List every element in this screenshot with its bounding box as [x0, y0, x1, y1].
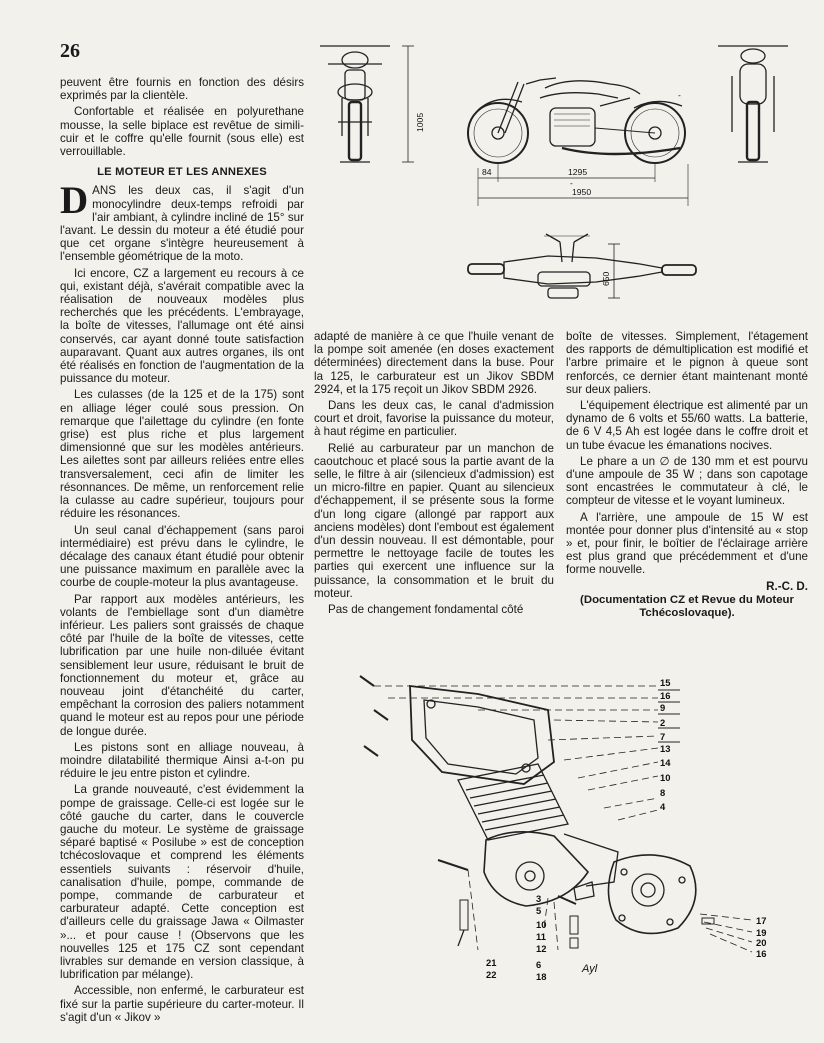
section-heading: LE MOTEUR ET LES ANNEXES [97, 166, 267, 179]
part-callout: 20 [756, 937, 767, 948]
drop-cap: D [60, 179, 89, 223]
drawing-mark: - [570, 178, 573, 188]
paragraph: Confortable et réalisée en polyurethane mousse, la selle biplace est revêtue de simili-cuir et le coffre qu'elle fournit (sous elle) est verrouillable. [60, 105, 304, 159]
paragraph: peuvent être fournis en fonction des désirs exprimés par la clientèle. [60, 76, 304, 103]
paragraph: Un seul canal d'échappement (sans paroi intermédiaire) est prévu dans le cylindre, le décalage des canaux étant étudié pour obtenir une puissance maximum en parallèle avec la courbe de couple-moteur la plus avantageuse. [60, 523, 304, 590]
part-callout: 16 [756, 948, 767, 959]
part-callout: 5 [536, 905, 542, 916]
part-callout: 9 [660, 702, 666, 713]
top-view [468, 234, 696, 298]
author-signature: R.-C. D. [766, 579, 808, 593]
dimension-width: 650 [601, 271, 611, 286]
part-callout: 2 [660, 717, 666, 728]
illustrator-signature: Ayl [582, 963, 598, 975]
part-callout: 19 [756, 927, 767, 938]
page-number: 26 [60, 40, 80, 62]
part-callout: 12 [536, 943, 547, 954]
part-callout: 10 [536, 919, 547, 930]
paragraph: Relié au carburateur par un manchon de caoutchouc et placé sous la partie avant de la selle, le filtre à air (silencieux d'admission) est un micro-filtre en papier. Quant au silencieux d'échappement, il se présente sous la forme d'un long cigare (allongé par rapport aux anciens modèles) dont l'embout est également d'un dessin nouveau. Il est démontable, pour permettre le nettoyage facile de toutes les parties qui exercent une influence sur la puissance, la consommation et le bruit du moteur. [314, 441, 554, 600]
paragraph: Le phare a un ∅ de 130 mm et est pourvu d'une ampoule de 35 W ; dans son capotage sont encastrées le commutateur à clé, le compteur de vitesse et le voyant lumineux. [566, 454, 808, 508]
side-view [468, 78, 685, 163]
paragraph: Par rapport aux modèles antérieurs, les volants de l'embiellage sont d'un diamètre inférieur. Les paliers sont graissés de chaque côté par l'huile de la boîte de vitesses, cette lubrification par une huile non-diluée évitant sensiblement leur usure, réduisant le bruit de fonctionnement du moteur et, grâce au nouveau joint d'étanchéité du carter, empêchant la corrosion des paliers notamment quand le moteur est au repos pour une période de longue durée. [60, 592, 304, 738]
source-credit: (Documentation CZ et Revue du Moteur Tchécoslovaque). [580, 593, 794, 619]
paragraph: La grande nouveauté, c'est évidemment la pompe de graissage. Celle-ci est logée sur le côté gauche du carter, dans le couvercle gauche du moteur. Le système de graissage séparé baptisé « Posilube » est de conception tchécoslovaque et comprend les éléments essentiels suivants : réservoir d'huile, canalisation d'huile, pompe, commande de pompe, commande de carburateur et carburateur adapté. Cette conception est d'ailleurs celle du graissage Jawa « Oilmaster »... et pour cause ! (Observons que les nouvelles 125 et 175 CZ sont cependant livrables sur demande en version classique, à lubrification par mélange). [60, 783, 304, 982]
part-callout: 3 [536, 893, 542, 904]
part-callout: 6 [536, 959, 542, 970]
text-column-2 [314, 330, 554, 619]
dimension-height: 1005 [415, 112, 425, 132]
part-callout: 13 [660, 743, 671, 754]
part-callout: 21 [486, 957, 497, 968]
part-callout: 17 [756, 915, 767, 926]
part-callout: 7 [660, 731, 666, 742]
part-callout: 8 [660, 787, 666, 798]
part-callout: 22 [486, 969, 497, 980]
dimension-offset: 84 [482, 167, 492, 177]
text-column-3 [566, 330, 808, 620]
part-callout: 14 [660, 757, 671, 768]
paragraph: Ici encore, CZ a largement eu recours à ce qui, existant déjà, s'avérait compatible avec la réalisation de nouveaux modèles plus recherchés que les précédents. L'embrayage, la boîte de vitesses, l'allumage ont été ainsi conservés, car ayant donné toute satisfaction auparavant. Quant aux autres organes, ils ont été réalisés en fonction de l'augmentation de la puissance du moteur. [60, 266, 304, 386]
text-column-1 [60, 76, 304, 1027]
paragraph: Dans les deux cas, le canal d'admission court et droit, favorise la puissance du moteur, à haut régime en particulier. [314, 399, 554, 439]
paragraph: L'équipement électrique est alimenté par un dynamo de 6 volts et 55/60 watts. La batterie, de 6 V 4,5 Ah est logée dans le coffre droit et un tube évacue les émanations nocives. [566, 399, 808, 452]
paragraph [60, 179, 304, 264]
paragraph: A l'arrière, une ampoule de 15 W est montée pour donner plus d'intensité au « stop » et, pour finir, le boîtier de l'éclairage arrière est plus grand que précédemment et d'une forme nouvelle. [566, 510, 808, 577]
part-callout: 10 [660, 772, 671, 783]
dimension-wheelbase: 1295 [568, 167, 588, 177]
part-callout: 15 [660, 677, 671, 688]
paragraph: boîte de vitesses. Simplement, l'étagement des rapports de démultiplication est modifié et l'arbre primaire et le pignon à queue sont renforcés, ce dernier étant maintenant monté sur deux paliers. [566, 330, 808, 396]
rear-view [718, 46, 788, 162]
front-view [320, 46, 390, 162]
part-callout: 18 [536, 971, 547, 982]
dimension-length: 1950 [572, 187, 592, 197]
drawing-mark: - [678, 90, 681, 100]
paragraph: Pas de changement fondamental côté [328, 603, 524, 617]
engine-exploded-diagram [318, 650, 788, 990]
paragraph: Accessible, non enfermé, le carburateur est fixé sur la partie supérieure du carter-moteur. Il s'agit d'un « Jikov » [60, 984, 304, 1024]
paragraph-text: ANS les deux cas, il s'agit d'un monocylindre deux-temps refroidi par l'air ambiant, à cylindre incliné de 15° sur l'avant. Le dessin du moteur a été étudié pour que cet organe s'intègre heureusement à l'ensemble géométrique de la moto. [60, 184, 304, 264]
motorcycle-dimension-drawing [300, 36, 820, 330]
part-callout: 16 [660, 690, 671, 701]
paragraph: Les pistons sont en alliage nouveau, à moindre dilatabilité thermique Ainsi a-t-on pu réduire le jeu entre piston et cylindre. [60, 740, 304, 781]
part-callout: 4 [660, 801, 666, 812]
part-callout: 11 [536, 931, 546, 942]
paragraph: Les culasses (de la 125 et de la 175) sont en alliage léger coulé sous pression. On remarque que l'ailettage du cylindre (en fonte grise) est plus riche et plus largement dimensionné que sur les modèles antérieurs. Les ailettes sont par ailleurs reliées entre elles transversalement, ceci afin de limiter les résonnances. De même, un renforcement relie la culasse au cadre supérieur, toujours pour réduire les résonances. [60, 388, 304, 521]
paragraph: adapté de manière à ce que l'huile venant de la pompe soit amenée (en doses exactement déterminées) directement dans la buse. Pour la 125, le carburateur est un Jikov SBDM 2924, et la 175 reçoit un Jikov SBDM 2926. [314, 330, 554, 396]
